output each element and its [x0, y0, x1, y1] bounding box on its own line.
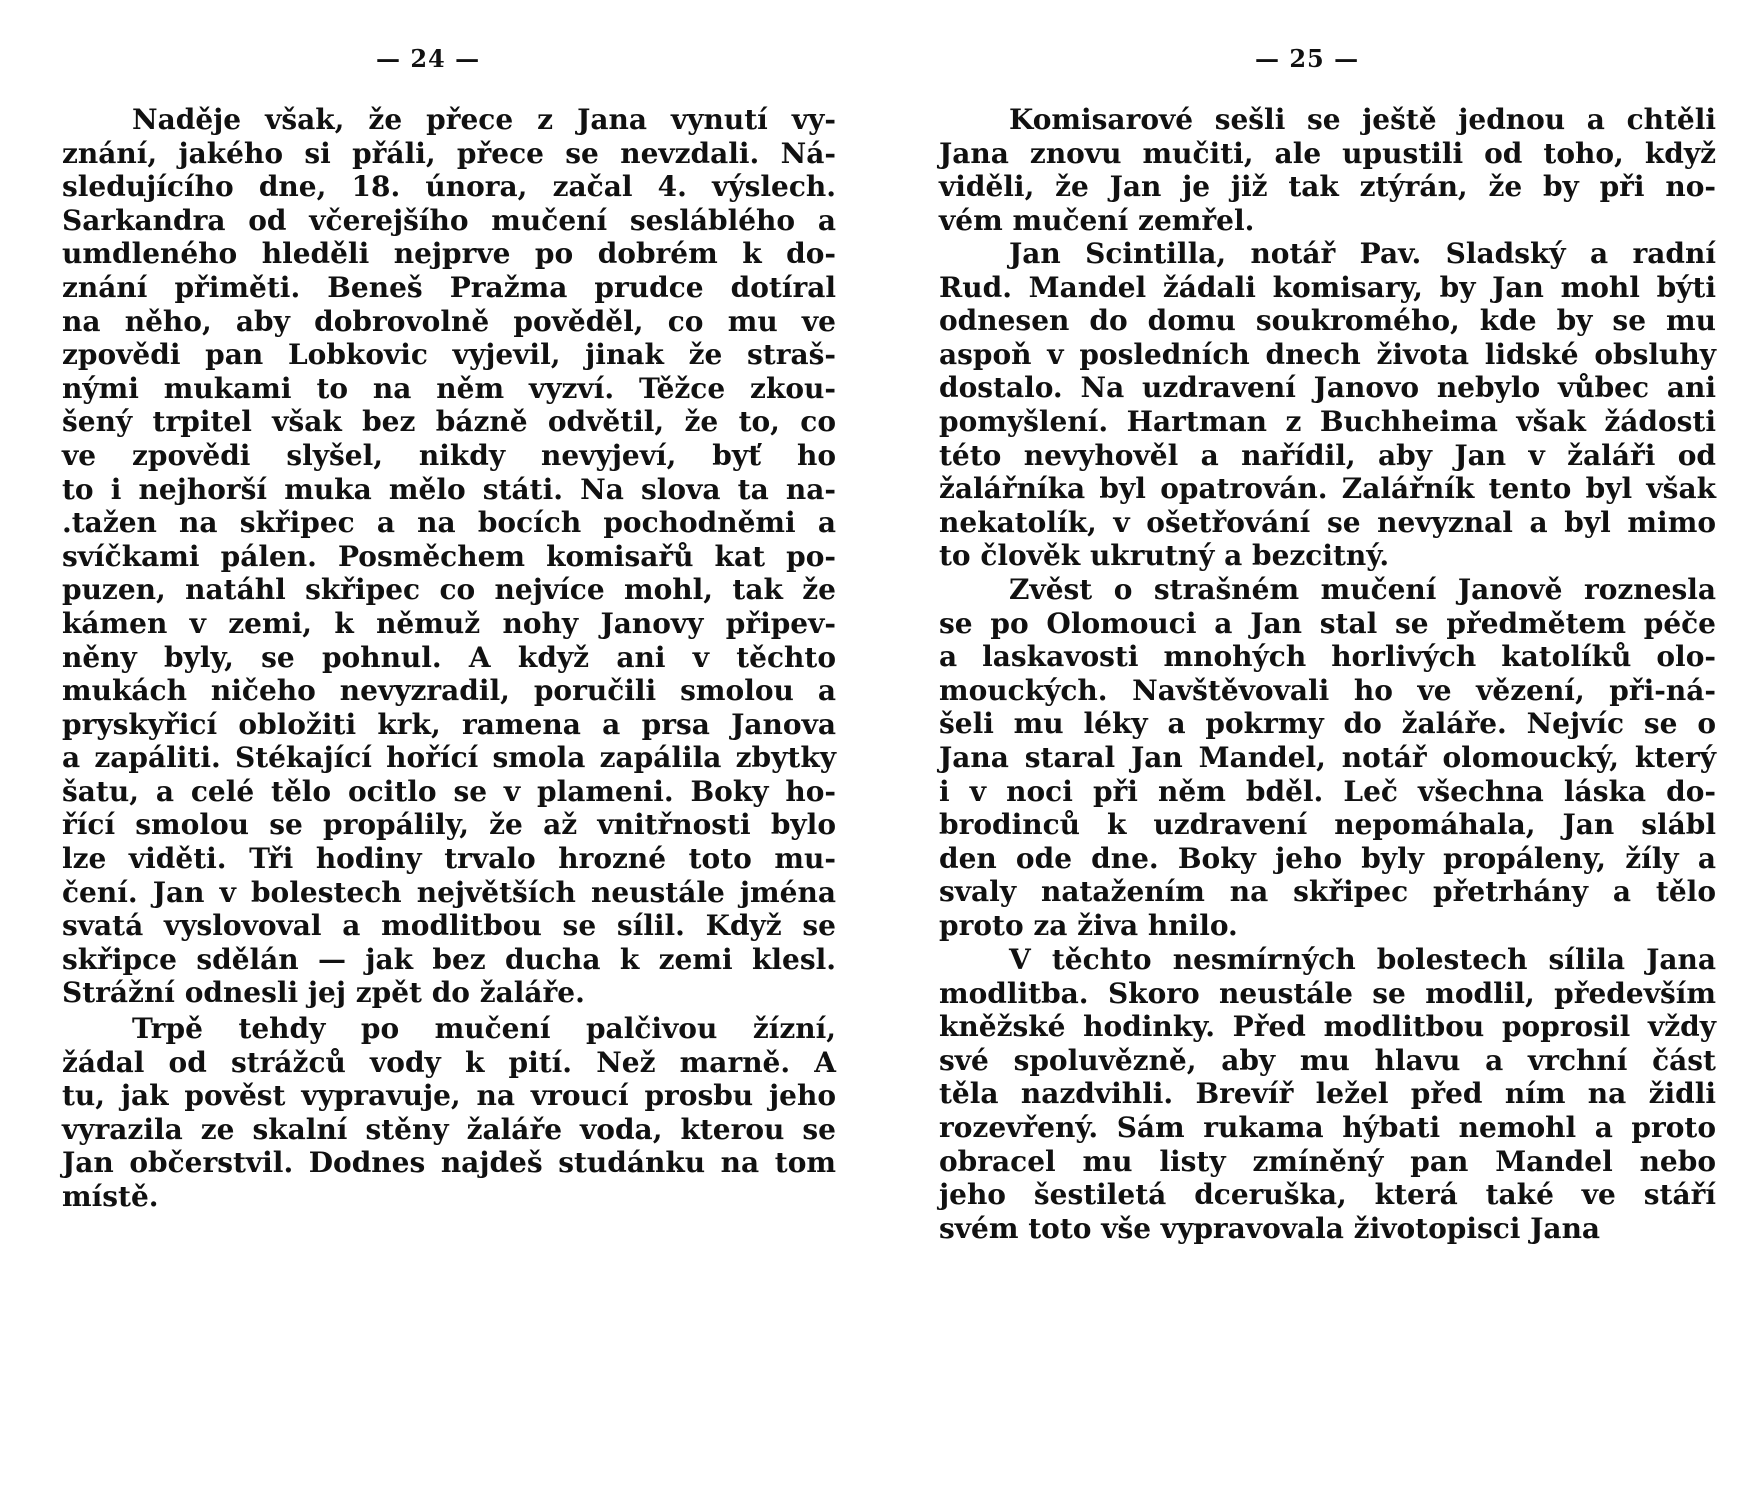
- paragraph: [62, 103, 836, 1010]
- text-line: V těchto nesmírných bolestech sílila Jana: [1009, 943, 1716, 976]
- text-line: skřipce sdělán — jak bez ducha k zemi klesl.: [62, 942, 836, 976]
- text-line: mouckých. Navštěvovali ho ve vězení, při-ná-: [939, 673, 1716, 707]
- text-line: žádal od strážců vody k pití. Než marně. A: [62, 1045, 836, 1079]
- text-line: tu, jak pověst vypravuje, na vroucí prosbu jeho: [62, 1079, 836, 1113]
- text-line: řící smolou se propálily, že až vnitřnosti bylo: [62, 808, 836, 842]
- text-line: znání, jakého si přáli, přece se nevzdali. Ná-: [62, 136, 836, 170]
- text-line: něny byly, se pohnul. A když ani v těchto: [62, 640, 836, 674]
- paragraph: [939, 103, 1716, 237]
- text-line: viděli, že Jan je již tak ztýrán, že by při no-: [939, 170, 1716, 204]
- text-line: nými mukami to na něm vyzví. Těžce zkou-: [62, 371, 836, 405]
- text-line: proto za živa hnilo.: [939, 908, 1238, 942]
- paragraph: [62, 1012, 836, 1214]
- text-line: šený trpitel však bez bázně odvětil, že to, co: [62, 405, 836, 439]
- text-line: kněžské hodinky. Před modlitbou poprosil vždy: [939, 1010, 1716, 1044]
- text-line: puzen, natáhl skřipec co nejvíce mohl, tak že: [62, 573, 836, 607]
- text-line: těla nazdvihli. Brevíř ležel před ním na židli: [939, 1077, 1716, 1111]
- page-number: — 25 —: [1255, 44, 1360, 73]
- text-line: to i nejhorší muka mělo státi. Na slova ta na-: [62, 472, 836, 506]
- text-line: ve zpovědi slyšel, nikdy nevyjeví, byť ho: [62, 438, 836, 472]
- text-line: této nevyhověl a nařídil, aby Jan v žaláři od: [939, 438, 1716, 472]
- text-line: Sarkandra od včerejšího mučení sesláblého a: [62, 203, 836, 237]
- text-line: svatá vyslovoval a modlitbou se sílil. Když se: [62, 909, 836, 943]
- text-line: své spoluvězně, aby mu hlavu a vrchní část: [939, 1043, 1716, 1077]
- text-line: obracel mu listy zmíněný pan Mandel nebo: [939, 1144, 1716, 1178]
- text-line: jeho šestiletá dceruška, která také ve stáří: [939, 1178, 1716, 1212]
- text-line: svaly natažením na skřipec přetrhány a tělo: [939, 875, 1716, 909]
- text-line: modlitba. Skoro neustále se modlil, především: [939, 976, 1716, 1010]
- text-line: vém mučení zemřel.: [939, 203, 1255, 237]
- text-line: .tažen na skřipec a na bocích pochodněmi a: [62, 506, 836, 540]
- text-line: dostalo. Na uzdravení Janovo nebylo vůbec ani: [939, 371, 1716, 405]
- text-line: a laskavosti mnohých horlivých katolíků olo-: [939, 640, 1716, 674]
- text-line: žalářníka byl opatrován. Zalářník tento byl však: [939, 472, 1716, 506]
- text-line: pryskyřicí obložiti krk, ramena a prsa Janova: [62, 707, 836, 741]
- text-line: se po Olomouci a Jan stal se předmětem péče: [939, 606, 1716, 640]
- text-line: čení. Jan v bolestech největších neustále jména: [62, 875, 836, 909]
- text-line: odnesen do domu soukromého, kde by se mu: [939, 304, 1716, 338]
- text-line: a zapáliti. Stékající hořící smola zapálila zbytky: [62, 741, 836, 775]
- text-line: kámen v zemi, k němuž nohy Janovy připev-: [62, 606, 836, 640]
- text-line: svíčkami pálen. Posměchem komisařů kat po-: [62, 539, 836, 573]
- page-number: — 24 —: [376, 44, 481, 73]
- paragraph: [939, 573, 1716, 943]
- text-line: aspoň v posledních dnech života lidské obsluhy: [939, 337, 1716, 371]
- text-line: znání přiměti. Beneš Pražma prudce dotíral: [62, 270, 836, 304]
- text-line: Jan občerstvil. Dodnes najdeš studánku na tom: [62, 1146, 836, 1180]
- text-line: šeli mu léky a pokrmy do žaláře. Nejvíc se o: [939, 707, 1716, 741]
- text-line: šatu, a celé tělo ocitlo se v plameni. Boky ho-: [62, 774, 836, 808]
- text-line: rozevřený. Sám rukama hýbati nemohl a proto: [939, 1110, 1716, 1144]
- text-line: i v noci při něm bděl. Leč všechna láska do-: [939, 774, 1716, 808]
- text-line: to člověk ukrutný a bezcitný.: [939, 539, 1390, 573]
- text-line: lze viděti. Tři hodiny trvalo hrozné toto mu-: [62, 842, 836, 876]
- text-line: vyrazila ze skalní stěny žaláře voda, kterou se: [62, 1112, 836, 1146]
- text-line: místě.: [62, 1179, 159, 1213]
- text-line: zpovědi pan Lobkovic vyjevil, jinak že straš-: [62, 338, 836, 372]
- text-line: umdleného hleděli nejprve po dobrém k do-: [62, 237, 836, 271]
- text-line: Jana staral Jan Mandel, notář olomoucký, který: [939, 740, 1716, 774]
- right-page: [879, 0, 1758, 1500]
- text-line: Rud. Mandel žádali komisary, by Jan mohl býti: [939, 270, 1716, 304]
- text-line: Komisarové sešli se ještě jednou a chtěli: [1009, 103, 1716, 136]
- text-line: Naděje však, že přece z Jana vynutí vy-: [132, 103, 836, 136]
- text-line: Strážní odnesli jej zpět do žaláře.: [62, 976, 585, 1010]
- text-line: mukách ničeho nevyzradil, poručili smolou a: [62, 674, 836, 708]
- text-line: na něho, aby dobrovolně pověděl, co mu ve: [62, 304, 836, 338]
- text-line: sledujícího dne, 18. února, začal 4. výslech.: [62, 170, 836, 204]
- text-line: Jan Scintilla, notář Pav. Sladský a radní: [1009, 237, 1716, 270]
- text-line: svém toto vše vypravovala životopisci Jana: [939, 1211, 1601, 1245]
- paragraph: [939, 237, 1716, 573]
- text-line: Jana znovu mučiti, ale upustili od toho, když: [939, 136, 1716, 170]
- text-line: pomyšlení. Hartman z Buchheima však žádosti: [939, 404, 1716, 438]
- text-line: den ode dne. Boky jeho byly propáleny, žíly a: [939, 841, 1716, 875]
- text-line: nekatolík, v ošetřování se nevyznal a byl mimo: [939, 505, 1716, 539]
- paragraph: [939, 943, 1716, 1245]
- text-line: Zvěst o strašném mučení Janově roznesla: [1009, 573, 1716, 606]
- text-line: brodinců k uzdravení nepomáhala, Jan slábl: [939, 808, 1716, 842]
- text-line: Trpě tehdy po mučení palčivou žízní,: [132, 1012, 836, 1045]
